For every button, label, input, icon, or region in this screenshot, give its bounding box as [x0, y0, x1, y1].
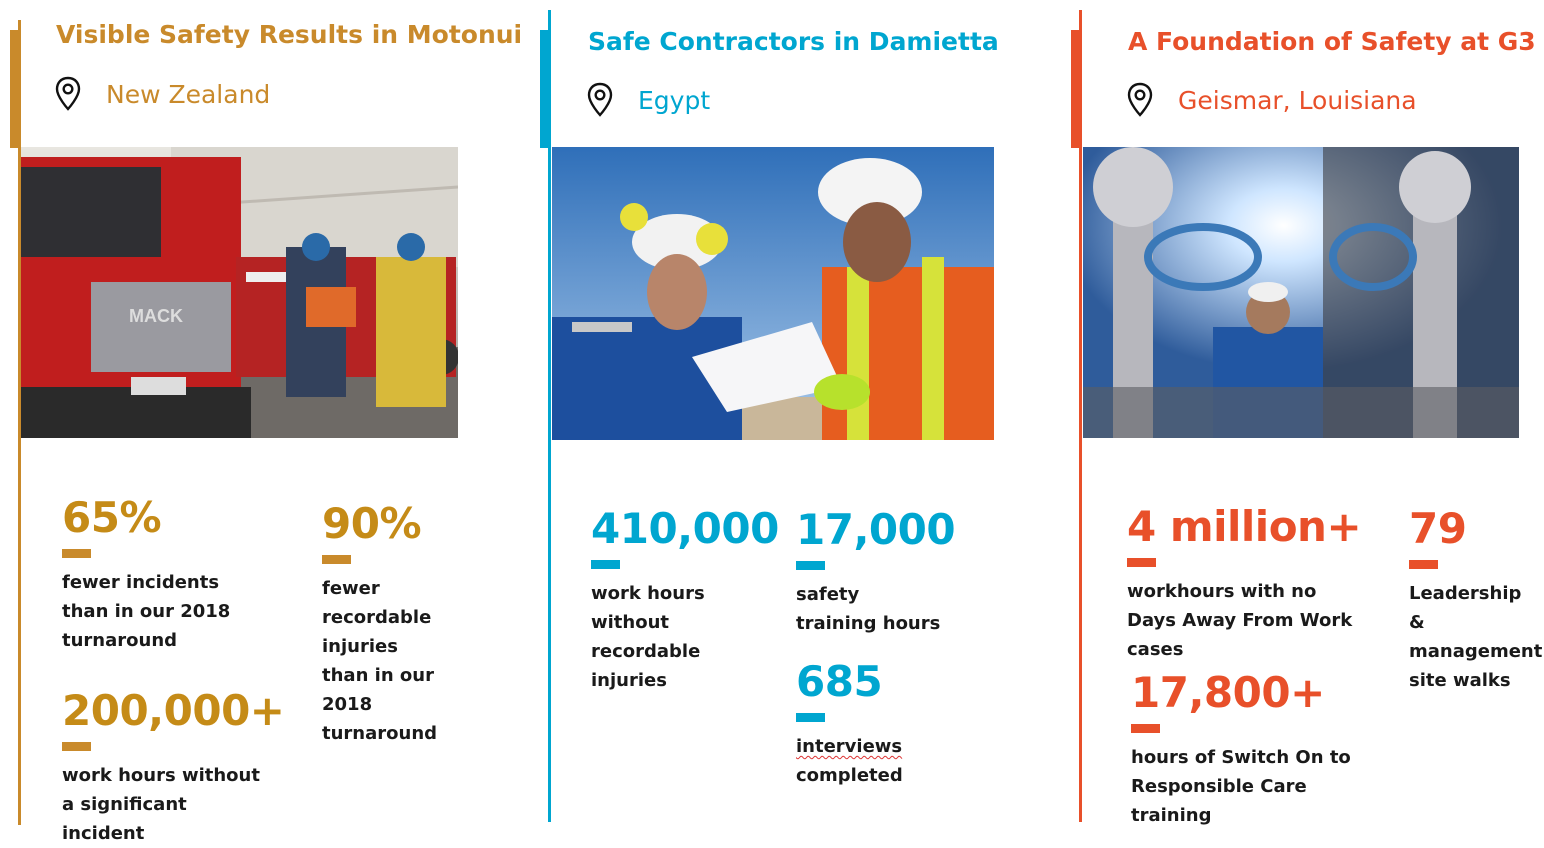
stat-label-line-2: completed — [796, 765, 903, 786]
stat-79-walks — [1409, 504, 1543, 695]
stat-dash — [591, 560, 620, 569]
stat-label-line-1: interviews — [796, 736, 903, 757]
stat-label: safety training hours — [796, 584, 941, 634]
stat-dash — [1409, 560, 1438, 569]
location-pin-icon — [1126, 82, 1154, 118]
stat-label: fewer recordable injuries than in our 2018 turnaround — [322, 578, 438, 744]
location-label: New Zealand — [106, 79, 271, 109]
stat-label: workhours with no Days Away From Work cases — [1127, 581, 1353, 660]
stat-label: work hours without a significant incident — [62, 765, 260, 844]
stat-685-interviews — [796, 657, 941, 790]
plant-valves-photo — [1083, 147, 1519, 438]
stat-value: 410,000 — [591, 504, 779, 553]
stat-dash — [1127, 558, 1156, 567]
svg-text:MACK: MACK — [129, 306, 183, 326]
stat-4-million-hours — [1127, 502, 1362, 664]
stat-value: 65% — [62, 493, 162, 542]
stat-dash — [322, 555, 351, 564]
panel-title: A Foundation of Safety at G3 — [1128, 27, 1536, 56]
stat-value: 17,800+ — [1131, 668, 1325, 717]
stat-90-percent — [322, 499, 447, 748]
stat-dash — [62, 742, 91, 751]
stat-200000-hours — [62, 686, 285, 848]
stat-label: fewer incidents than in our 2018 turnaround — [62, 572, 231, 651]
stat-label: Leadership & management site walks — [1409, 583, 1543, 691]
stat-dash — [1131, 724, 1160, 733]
stat-value: 200,000+ — [62, 686, 285, 735]
stat-label — [796, 732, 941, 790]
location-label: Egypt — [638, 85, 711, 115]
panel-title: Visible Safety Results in Motonui — [56, 20, 523, 49]
stat-label: hours of Switch On to Responsible Care training — [1131, 747, 1351, 826]
location-pin-icon — [586, 82, 614, 118]
stat-label: work hours without recordable injuries — [591, 583, 705, 691]
stat-value: 685 — [796, 657, 883, 706]
location-pin-icon — [54, 76, 82, 112]
location-label: Geismar, Louisiana — [1178, 85, 1417, 115]
location-row — [54, 76, 270, 112]
panel-accent-tab — [10, 30, 21, 148]
stat-17800-training — [1131, 668, 1376, 830]
panel-title: Safe Contractors in Damietta — [588, 27, 999, 56]
fire-truck-photo — [21, 147, 458, 438]
stat-value: 79 — [1409, 504, 1467, 553]
stat-dash — [796, 713, 825, 722]
stat-value: 90% — [322, 499, 422, 548]
stat-65-percent — [62, 493, 232, 655]
panel-accent-tab — [540, 30, 551, 148]
stat-dash — [796, 561, 825, 570]
stat-17000-hours — [796, 505, 956, 638]
location-row — [1126, 82, 1417, 118]
contractors-photo — [552, 147, 994, 440]
location-row — [586, 82, 710, 118]
stat-value: 17,000 — [796, 505, 956, 554]
stat-410000-hours — [591, 504, 779, 695]
panel-accent-tab — [1071, 30, 1082, 148]
stat-dash — [62, 549, 91, 558]
stat-value: 4 million+ — [1127, 502, 1362, 551]
